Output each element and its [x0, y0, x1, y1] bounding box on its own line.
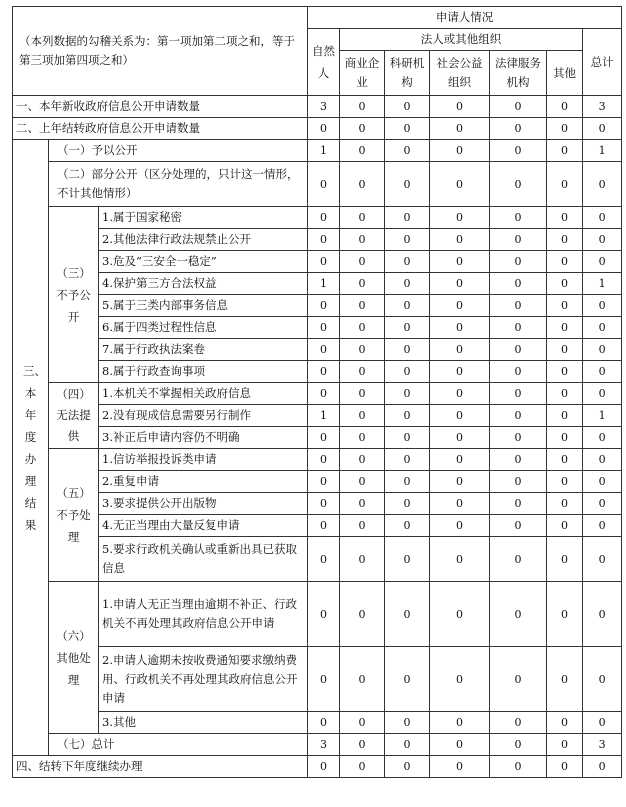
cell-value: 0	[583, 361, 622, 383]
cell-value: 0	[547, 361, 583, 383]
cell-value: 0	[547, 295, 583, 317]
cell-value: 0	[385, 471, 430, 493]
cell-value: 0	[547, 207, 583, 229]
cell-value: 0	[385, 537, 430, 582]
cell-value: 0	[340, 317, 385, 339]
cell-value: 0	[385, 582, 430, 647]
cell-value: 0	[547, 537, 583, 582]
row-label: 四、结转下年度继续办理	[13, 756, 308, 778]
cell-value: 0	[547, 251, 583, 273]
cell-value: 0	[385, 756, 430, 778]
cell-value: 3	[583, 734, 622, 756]
cell-value: 0	[340, 140, 385, 162]
cell-value: 3	[308, 96, 340, 118]
cell-value: 0	[547, 756, 583, 778]
cell-value: 0	[308, 229, 340, 251]
cell-value: 0	[308, 471, 340, 493]
header-total: 总计	[583, 29, 622, 96]
cell-value: 0	[430, 251, 490, 273]
cell-value: 0	[340, 229, 385, 251]
cell-value: 0	[547, 405, 583, 427]
section-3-label: 三、本年度办理结果	[13, 140, 49, 756]
cell-value: 0	[308, 493, 340, 515]
cell-value: 0	[583, 295, 622, 317]
cell-value: 0	[385, 647, 430, 712]
cell-value: 0	[547, 229, 583, 251]
cell-value: 0	[490, 647, 547, 712]
header-legal-service: 法律服务机构	[490, 51, 547, 96]
cell-value: 0	[308, 515, 340, 537]
cell-value: 0	[583, 207, 622, 229]
row-label: 1.信访举报投诉类申请	[99, 449, 308, 471]
header-legal-and-others: 法人或其他组织	[340, 29, 583, 51]
cell-value: 0	[547, 427, 583, 449]
cell-value: 0	[308, 295, 340, 317]
cell-value: 0	[385, 712, 430, 734]
cell-value: 0	[490, 493, 547, 515]
cell-value: 0	[308, 756, 340, 778]
cell-value: 0	[490, 383, 547, 405]
row-label: 4.无正当理由大量反复申请	[99, 515, 308, 537]
cell-value: 0	[340, 162, 385, 207]
cell-value: 1	[308, 405, 340, 427]
cell-value: 0	[385, 207, 430, 229]
cell-value: 0	[430, 405, 490, 427]
group-6-label: （六）其他处理	[49, 582, 99, 734]
cell-value: 0	[490, 273, 547, 295]
cell-value: 0	[430, 756, 490, 778]
cell-value: 0	[583, 118, 622, 140]
cell-value: 0	[490, 96, 547, 118]
cell-value: 0	[340, 712, 385, 734]
cell-value: 0	[430, 582, 490, 647]
cell-value: 0	[430, 361, 490, 383]
cell-value: 1	[583, 405, 622, 427]
cell-value: 0	[340, 118, 385, 140]
cell-value: 0	[430, 647, 490, 712]
cell-value: 0	[547, 96, 583, 118]
row-label: （七）总计	[49, 734, 308, 756]
cell-value: 0	[385, 295, 430, 317]
cell-value: 0	[340, 96, 385, 118]
cell-value: 0	[340, 251, 385, 273]
cell-value: 0	[385, 96, 430, 118]
cell-value: 0	[430, 339, 490, 361]
cell-value: 0	[340, 756, 385, 778]
cell-value: 0	[430, 493, 490, 515]
group-3-label: （三）不予公开	[49, 207, 99, 383]
cell-value: 0	[547, 647, 583, 712]
cell-value: 0	[490, 207, 547, 229]
cell-value: 0	[547, 515, 583, 537]
cell-value: 0	[547, 140, 583, 162]
row-label: 2.没有现成信息需要另行制作	[99, 405, 308, 427]
cell-value: 0	[340, 647, 385, 712]
cell-value: 0	[490, 756, 547, 778]
cell-value: 0	[430, 118, 490, 140]
cell-value: 0	[340, 449, 385, 471]
cell-value: 0	[340, 339, 385, 361]
cell-value: 0	[583, 537, 622, 582]
row-label: 1.申请人无正当理由逾期不补正、行政机关不再处理其政府信息公开申请	[99, 582, 308, 647]
cell-value: 0	[385, 493, 430, 515]
cell-value: 0	[490, 449, 547, 471]
cell-value: 0	[547, 162, 583, 207]
cell-value: 0	[308, 317, 340, 339]
cell-value: 0	[547, 339, 583, 361]
header-natural-person: 自然人	[308, 29, 340, 96]
cell-value: 0	[385, 229, 430, 251]
cell-value: 0	[490, 118, 547, 140]
row-label: 4.保护第三方合法权益	[99, 273, 308, 295]
cell-value: 0	[490, 471, 547, 493]
cell-value: 0	[490, 537, 547, 582]
cell-value: 0	[385, 427, 430, 449]
cell-value: 0	[583, 515, 622, 537]
cell-value: 0	[583, 712, 622, 734]
cell-value: 0	[340, 537, 385, 582]
row-label: 1.属于国家秘密	[99, 207, 308, 229]
cell-value: 0	[430, 96, 490, 118]
cell-value: 0	[430, 273, 490, 295]
cell-value: 0	[547, 493, 583, 515]
cell-value: 0	[547, 317, 583, 339]
cell-value: 0	[430, 712, 490, 734]
cell-value: 0	[385, 449, 430, 471]
cell-value: 3	[583, 96, 622, 118]
header-note: （本列数据的勾稽关系为：第一项加第二项之和，等于第三项加第四项之和）	[13, 7, 308, 96]
cell-value: 0	[583, 493, 622, 515]
row-label: 一、本年新收政府信息公开申请数量	[13, 96, 308, 118]
cell-value: 0	[385, 273, 430, 295]
cell-value: 3	[308, 734, 340, 756]
cell-value: 1	[583, 140, 622, 162]
group-5-label: （五）不予处理	[49, 449, 99, 582]
row-label: 3.其他	[99, 712, 308, 734]
cell-value: 0	[340, 515, 385, 537]
row-label: 7.属于行政执法案卷	[99, 339, 308, 361]
cell-value: 0	[385, 251, 430, 273]
cell-value: 0	[385, 339, 430, 361]
cell-value: 0	[490, 317, 547, 339]
row-label: 2.其他法律行政法规禁止公开	[99, 229, 308, 251]
header-social-welfare: 社会公益组织	[430, 51, 490, 96]
cell-value: 0	[308, 207, 340, 229]
cell-value: 0	[490, 162, 547, 207]
cell-value: 0	[490, 229, 547, 251]
cell-value: 0	[340, 582, 385, 647]
cell-value: 0	[430, 207, 490, 229]
cell-value: 0	[308, 383, 340, 405]
cell-value: 0	[583, 427, 622, 449]
cell-value: 0	[490, 295, 547, 317]
cell-value: 0	[340, 295, 385, 317]
cell-value: 0	[430, 515, 490, 537]
cell-value: 0	[583, 251, 622, 273]
cell-value: 0	[430, 537, 490, 582]
row-label: 5.属于三类内部事务信息	[99, 295, 308, 317]
row-label: （二）部分公开（区分处理的，只计这一情形，不计其他情形）	[49, 162, 308, 207]
cell-value: 0	[583, 471, 622, 493]
row-label: 1.本机关不掌握相关政府信息	[99, 383, 308, 405]
cell-value: 0	[490, 734, 547, 756]
row-label: 3.要求提供公开出版物	[99, 493, 308, 515]
cell-value: 1	[308, 273, 340, 295]
header-other: 其他	[547, 51, 583, 96]
cell-value: 0	[430, 162, 490, 207]
cell-value: 0	[490, 405, 547, 427]
cell-value: 0	[308, 339, 340, 361]
cell-value: 0	[583, 229, 622, 251]
header-research: 科研机构	[385, 51, 430, 96]
gov-info-disclosure-table	[12, 6, 622, 778]
cell-value: 0	[430, 471, 490, 493]
cell-value: 0	[430, 383, 490, 405]
cell-value: 0	[490, 140, 547, 162]
cell-value: 0	[308, 427, 340, 449]
header-applicant-situation: 申请人情况	[308, 7, 622, 29]
cell-value: 0	[308, 449, 340, 471]
cell-value: 0	[340, 383, 385, 405]
cell-value: 0	[308, 712, 340, 734]
cell-value: 0	[385, 162, 430, 207]
cell-value: 0	[308, 361, 340, 383]
cell-value: 0	[490, 582, 547, 647]
row-label: 5.要求行政机关确认或重新出具已获取信息	[99, 537, 308, 582]
row-label: 2.重复申请	[99, 471, 308, 493]
cell-value: 0	[547, 118, 583, 140]
cell-value: 0	[308, 118, 340, 140]
row-label: 3.补正后申请内容仍不明确	[99, 427, 308, 449]
cell-value: 0	[340, 207, 385, 229]
cell-value: 0	[547, 582, 583, 647]
cell-value: 0	[385, 734, 430, 756]
header-commercial: 商业企业	[340, 51, 385, 96]
row-label: 二、上年结转政府信息公开申请数量	[13, 118, 308, 140]
cell-value: 0	[583, 317, 622, 339]
cell-value: 0	[430, 295, 490, 317]
row-label: 6.属于四类过程性信息	[99, 317, 308, 339]
cell-value: 0	[340, 493, 385, 515]
cell-value: 0	[583, 756, 622, 778]
row-label: 8.属于行政查询事项	[99, 361, 308, 383]
cell-value: 0	[340, 273, 385, 295]
cell-value: 0	[385, 515, 430, 537]
cell-value: 0	[583, 383, 622, 405]
cell-value: 0	[430, 140, 490, 162]
cell-value: 0	[308, 537, 340, 582]
cell-value: 0	[340, 427, 385, 449]
cell-value: 0	[385, 361, 430, 383]
cell-value: 0	[490, 339, 547, 361]
cell-value: 0	[340, 405, 385, 427]
cell-value: 0	[340, 471, 385, 493]
cell-value: 0	[583, 582, 622, 647]
cell-value: 0	[430, 449, 490, 471]
cell-value: 0	[547, 383, 583, 405]
cell-value: 0	[340, 361, 385, 383]
cell-value: 0	[430, 734, 490, 756]
cell-value: 0	[490, 515, 547, 537]
cell-value: 0	[308, 647, 340, 712]
group-4-label: （四）无法提供	[49, 383, 99, 449]
cell-value: 1	[583, 273, 622, 295]
cell-value: 0	[308, 251, 340, 273]
cell-value: 0	[385, 383, 430, 405]
cell-value: 0	[547, 734, 583, 756]
cell-value: 0	[430, 317, 490, 339]
cell-value: 1	[308, 140, 340, 162]
row-label: 2.申请人逾期未按收费通知要求缴纳费用、行政机关不再处理其政府信息公开申请	[99, 647, 308, 712]
cell-value: 0	[430, 229, 490, 251]
cell-value: 0	[490, 251, 547, 273]
cell-value: 0	[547, 471, 583, 493]
cell-value: 0	[430, 427, 490, 449]
cell-value: 0	[583, 339, 622, 361]
cell-value: 0	[583, 647, 622, 712]
cell-value: 0	[490, 427, 547, 449]
cell-value: 0	[308, 582, 340, 647]
row-label: （一）予以公开	[49, 140, 308, 162]
cell-value: 0	[490, 361, 547, 383]
cell-value: 0	[385, 140, 430, 162]
cell-value: 0	[547, 449, 583, 471]
cell-value: 0	[583, 162, 622, 207]
cell-value: 0	[490, 712, 547, 734]
cell-value: 0	[308, 162, 340, 207]
row-label: 3.危及“三安全一稳定”	[99, 251, 308, 273]
cell-value: 0	[547, 712, 583, 734]
cell-value: 0	[340, 734, 385, 756]
cell-value: 0	[583, 449, 622, 471]
cell-value: 0	[547, 273, 583, 295]
cell-value: 0	[385, 118, 430, 140]
cell-value: 0	[385, 317, 430, 339]
cell-value: 0	[385, 405, 430, 427]
